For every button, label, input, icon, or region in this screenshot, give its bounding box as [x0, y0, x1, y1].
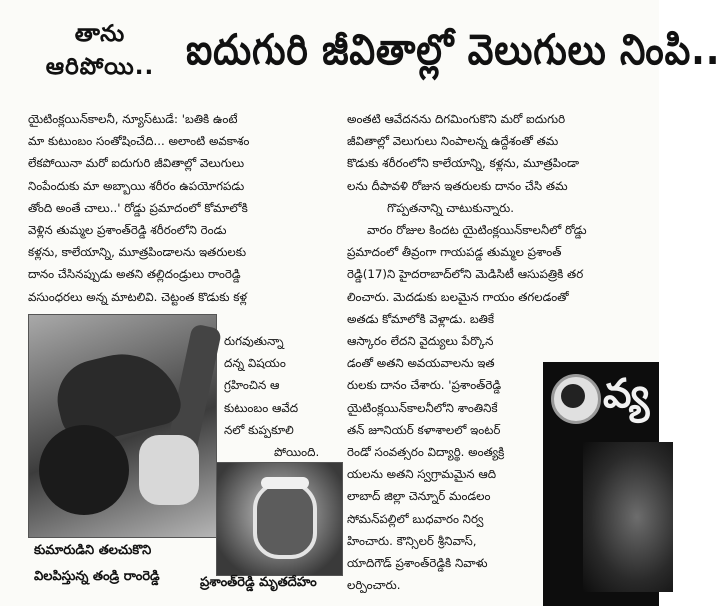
body-line: గ్రహించిన ఆ — [224, 378, 280, 393]
body-line: డంతో అతని అవయవాలను ఇత — [347, 356, 495, 371]
body-line: గొప్పతనాన్ని చాటుకున్నారు. — [387, 200, 515, 215]
body-line: రెడ్డి(17)ని హైదరాబాద్‌లోని మెడిసిటీ ఆసుపత్రికి తర — [347, 267, 584, 282]
article-body-right-narrow — [347, 330, 537, 596]
body-line: వారం రోజుల కిందట యైటింక్లయిన్‌కాలనీలో రోడ్డు — [367, 223, 587, 238]
body-line: లేకపోయినా మరో ఐదుగురి జీవితాల్లో వెలుగులు — [28, 156, 245, 171]
body-line: జీవితాల్లో వెలుగులు నింపాలన్న ఉద్దేశంతో తమ — [347, 134, 559, 149]
body-line: మా కుటుంబం సంతోషించేది... అలాంటి అవకాశం — [28, 134, 250, 149]
body-line: కుటుంబం ఆవేద — [224, 400, 299, 415]
body-line: కొడుకు శరీరంలోని కాలేయాన్ని, కళ్లను, మూత్రపిండా — [347, 156, 580, 171]
body-line: వసుంధరలు అన్న మాటలివి. చెట్టంత కొడుకు కళ్ల — [28, 289, 248, 304]
body-line: పోయింది. — [274, 445, 320, 460]
headline-kicker — [20, 18, 180, 84]
body-line: నింపేందుకు మా అబ్బాయి శరీరం ఉపయోగపడు — [28, 178, 245, 193]
body-line: యైటింక్లయిన్‌కాలనీలోని శాంతినికే — [347, 400, 498, 415]
body-line: లర్పించారు. — [347, 578, 401, 593]
body-line: నలో కుప్పకూలి — [224, 422, 294, 437]
ad-text: వ్య — [603, 371, 650, 417]
body-line: లాబాద్ జిల్లా చెన్నూర్ మండలం — [347, 489, 491, 504]
article-body-mid — [224, 330, 344, 463]
adjacent-ad-image — [543, 362, 659, 606]
article-body-left-top — [28, 108, 342, 330]
body-line: దన్న విషయం — [224, 356, 286, 371]
kicker-line-1: తాను — [74, 21, 126, 47]
caption-line: విలపిస్తున్న తండ్రి రాంరెడ్డి — [34, 569, 160, 584]
body-line: తోంది అంతే చాలు..' రోడ్డు ప్రమాదంలో కోమాలోకి — [28, 200, 248, 215]
body-line: అతడు కోమాలోకి వెళ్లాడు. బతికే — [347, 311, 495, 326]
body-line: ఆస్కారం లేదని వైద్యులు పేర్కొన — [347, 334, 494, 348]
body-line: యైటింక్లయిన్‌కాలనీ, న్యూస్‌టుడే: 'బతికి ఉంటే — [28, 112, 238, 126]
body-line: కళ్లను, కాలేయాన్ని, మూత్రపిండాలను ఇతరులకు — [28, 245, 247, 260]
body-line: సోమన్‌పల్లిలో బుధవారం నిర్వ — [347, 511, 484, 526]
photo-deceased — [216, 462, 343, 576]
body-line: రులకు దానం చేశారు. 'ప్రశాంత్‌రెడ్డి — [347, 378, 502, 393]
caption-deceased: ప్రశాంత్‌రెడ్డి మృతదేహం — [200, 575, 317, 590]
kicker-line-2: ఆరిపోయి.. — [45, 54, 155, 80]
body-line: ప్రమాదంలో తీవ్రంగా గాయపడ్డ తుమ్మల ప్రశాంత్ — [347, 245, 562, 260]
body-line: రుగవుతున్నా — [224, 334, 284, 348]
body-line: లను దీపావళి రోజున ఇతరులకు దానం చేసి తమ — [347, 178, 568, 193]
body-line: దానం చేసినప్పుడు అతని తల్లిదండ్రులు రాంరెడ్డి — [28, 267, 241, 282]
body-line: యలను అతని స్వగ్రామమైన ఆది — [347, 467, 497, 482]
body-line: లించారు. మెదడుకు బలమైన గాయం తగలడంతో — [347, 289, 569, 304]
headline: ఐదుగురి జీవితాల్లో వెలుగులు నింపి.. — [186, 25, 720, 74]
caption-line: కుమారుడిని తలచుకొని — [34, 543, 152, 558]
body-line: హించారు. కౌన్సిలర్ శ్రీనివాస్, — [347, 533, 477, 548]
photo-grieving-father — [28, 314, 217, 538]
article-body-right-top — [347, 108, 659, 330]
body-line: రెండో సంవత్సరం విద్యార్థి. అంత్యక్రి — [347, 445, 505, 460]
body-line: అంతటి ఆవేదనను దిగమింగుకొని మరో ఐదుగురి — [347, 112, 566, 126]
body-line: వెళ్లిన తుమ్మల ప్రశాంత్‌రెడ్డి శరీరంలోని రెండు — [28, 223, 227, 238]
body-line: తన్ జూనియర్ కళాశాలలో ఇంటర్ — [347, 422, 501, 437]
body-line: యాదిగౌడ్ ప్రశాంత్‌రెడ్డికి నివాళు — [347, 556, 488, 571]
